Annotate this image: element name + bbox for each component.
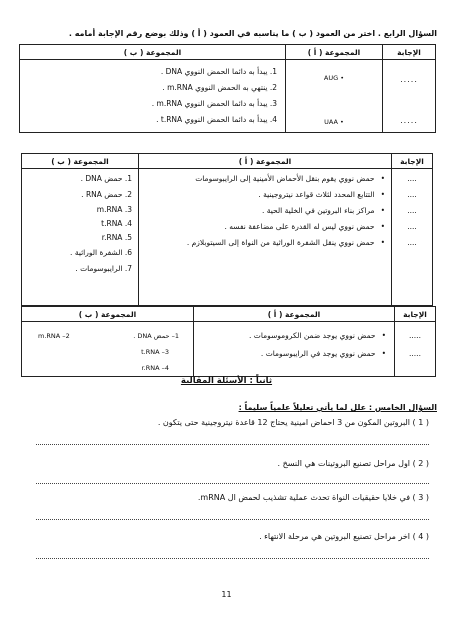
- question-5-header: السؤال الخامس : علل لما يأتي تعليلاً علمياً سليماً :: [238, 403, 437, 412]
- group-a-header: المجموعة ( أ ): [139, 154, 392, 169]
- answer-blank[interactable]: ....: [407, 190, 417, 199]
- group-b-cell: [22, 322, 194, 377]
- group-b-header: المجموعة ( ب ): [22, 154, 139, 169]
- answer-blank[interactable]: ....: [407, 238, 417, 247]
- answer-blank[interactable]: .....: [409, 349, 421, 358]
- answer-cell[interactable]: [383, 60, 436, 133]
- matching-table-2: [21, 153, 433, 306]
- group-b-header: المجموعة ( ب ): [22, 307, 194, 322]
- answer-line[interactable]: [36, 556, 429, 559]
- group-a-item: • حمض نووي يقوم بنقل الأحماض الأمينية إلى الرايبوسومات: [139, 171, 385, 187]
- answer-column-header: الإجابة: [383, 45, 436, 60]
- group-b-cell: [22, 169, 139, 306]
- group-b-row: [22, 328, 193, 344]
- group-a-cell: [139, 169, 392, 306]
- group-a-cell: [286, 60, 383, 133]
- group-b-item: 3. يبدأ به دائما الحمض النووي m.RNA .: [151, 99, 277, 108]
- section-title: ثانياً : الأسئلة المقالية: [180, 376, 273, 386]
- matching-table-3: [21, 306, 436, 377]
- answer-line[interactable]: [36, 481, 429, 484]
- answer-blank[interactable]: ....: [407, 222, 417, 231]
- answer-blank[interactable]: ....: [407, 174, 417, 183]
- group-b-item: 4. يبدأ به دائما الحمض النووي t.RNA .: [156, 115, 277, 124]
- answer-blank[interactable]: .....: [409, 331, 421, 340]
- answer-cell[interactable]: [392, 169, 433, 306]
- group-a-header: المجموعة ( أ ): [286, 45, 383, 60]
- group-a-item: • حمض نووي ليس له القدرة على مضاعفة نفسه .: [139, 219, 385, 235]
- answer-line[interactable]: [36, 442, 429, 445]
- group-a-item: • التتابع المحدد لثلاث قواعد نيتروجينية .: [139, 187, 385, 203]
- group-a-item: • مراكز بناء البروتين في الخلية الحية .: [139, 203, 385, 219]
- answer-blank[interactable]: ....: [407, 206, 417, 215]
- group-b-cell: [20, 60, 286, 133]
- group-b-item: 1– حمض DNA .: [133, 332, 179, 340]
- group-b-item: 3– t.RNA: [141, 348, 169, 356]
- essay-item-2: ( 2 ) اول مراحل تصنيع البروتينات هي النسخ .: [277, 459, 429, 468]
- answer-cell[interactable]: [395, 322, 436, 377]
- group-b-item: 4– r.RNA: [141, 364, 169, 372]
- group-b-item: 1. يبدأ به دائما الحمض النووي DNA .: [160, 67, 277, 76]
- essay-item-1: ( 1 ) البروتين المكون من 3 احماض امينية يحتاج 12 قاعدة نيتروجينية حتى يتكون .: [157, 418, 429, 427]
- question-4-header: السؤال الرابع . اختر من العمود ( ب ) ما يناسبه في العمود ( أ ) وذلك بوضع رقم الإجابة أمامه .: [68, 29, 437, 38]
- page-number: 11: [221, 590, 232, 599]
- group-a-cell: [194, 322, 395, 377]
- group-b-item: 2. ينتهي به الحمض النووي m.RNA .: [162, 83, 277, 92]
- group-b-item: 2– m.RNA: [38, 332, 70, 340]
- group-b-item: 4. t.RNA: [101, 219, 132, 228]
- group-b-item: 7. الرايبوسومات .: [75, 264, 132, 273]
- group-b-item: 3. m.RNA: [96, 205, 132, 214]
- group-b-item: 2. حمض RNA .: [81, 190, 132, 199]
- answer-line[interactable]: [36, 517, 429, 520]
- group-a-item: • حمض نووي ينقل الشفرة الوراثية من النواة إلى السيتوبلازم .: [139, 235, 385, 251]
- codon-uaa: UAA •: [324, 118, 344, 126]
- group-a-item: • حمض نووي يوجد في الرايبوسومات .: [194, 346, 386, 362]
- answer-column-header: الإجابة: [395, 307, 436, 322]
- codon-aug: AUG •: [323, 74, 345, 82]
- answer-column-header: الإجابة: [392, 154, 433, 169]
- group-b-header: المجموعة ( ب ): [20, 45, 286, 60]
- matching-table-1: [19, 44, 436, 133]
- group-a-item: • حمض نووي يوجد ضمن الكروموسومات .: [194, 328, 386, 344]
- essay-item-4: ( 4 ) اخر مراحل تصنيع البروتين هي مرحلة الانتهاء .: [259, 532, 429, 541]
- group-b-item: 1. حمض DNA .: [80, 174, 132, 183]
- answer-blank[interactable]: .....: [400, 116, 418, 125]
- group-b-item: 5. r.RNA: [101, 233, 132, 242]
- answer-blank[interactable]: .....: [400, 75, 418, 84]
- essay-item-3: ( 3 ) في خلايا حقيقيات النواة تحدث عملية تشذيب لحمض ال mRNA.: [197, 493, 429, 502]
- group-b-item: 6. الشفرة الوراثية .: [70, 248, 132, 257]
- group-a-header: المجموعة ( أ ): [194, 307, 395, 322]
